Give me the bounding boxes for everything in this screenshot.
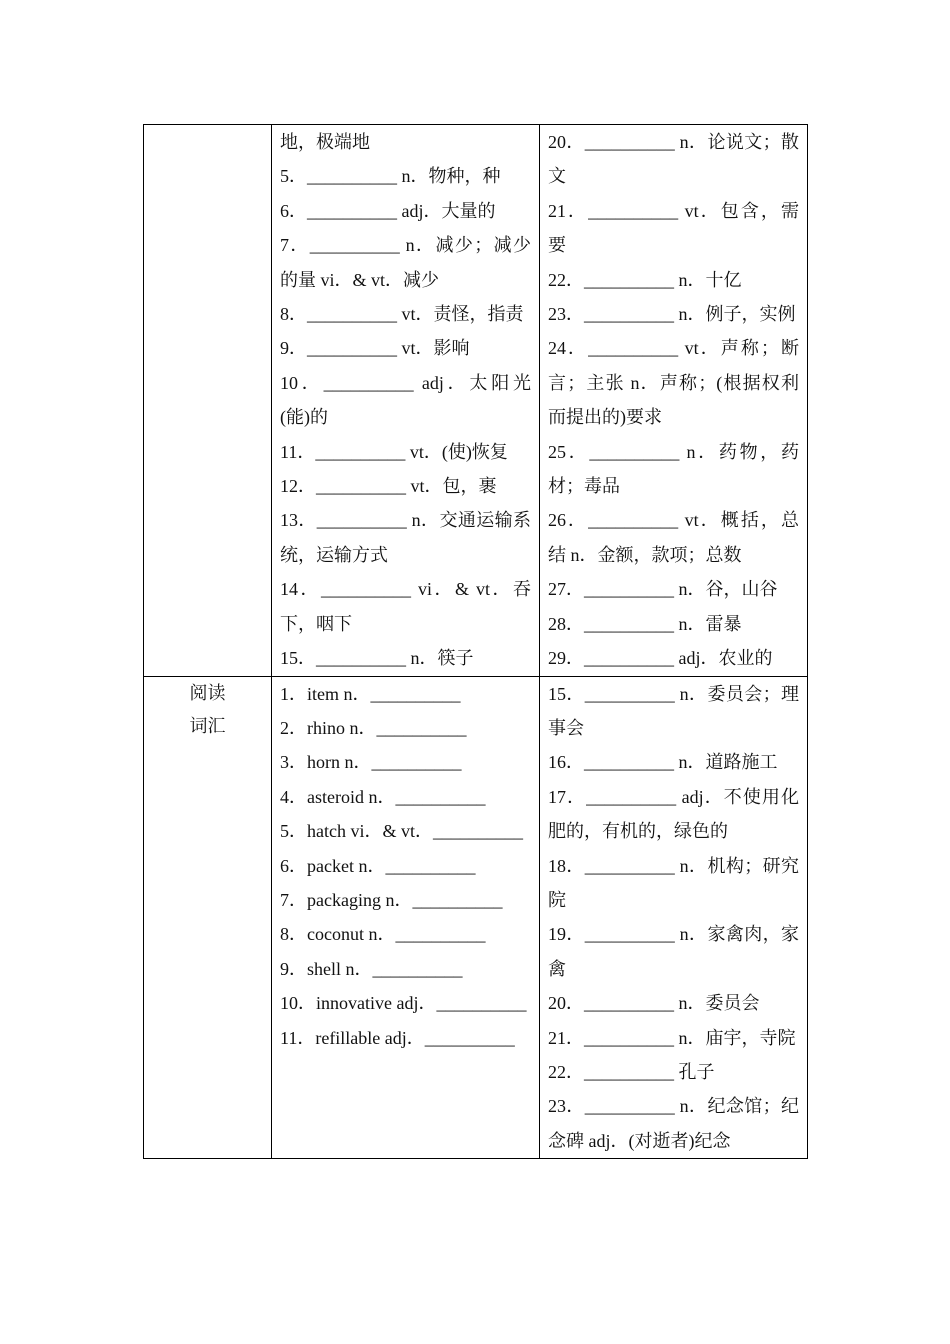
list-item: 17．__________ adj．不使用化肥的，有机的，绿色的 xyxy=(548,786,799,842)
word-list-cell xyxy=(272,676,540,1159)
list-item: 28．__________ n．雷暴 xyxy=(548,613,742,634)
list-item: 22．__________ n．十亿 xyxy=(548,269,742,290)
section-label-line2: 词汇 xyxy=(189,715,226,736)
list-item: 15．__________ n．委员会；理事会 xyxy=(548,683,799,738)
list-item: 15．__________ n．筷子 xyxy=(280,648,474,669)
table-row xyxy=(144,676,808,1159)
list-item: 11．refillable adj．__________ xyxy=(280,1027,515,1048)
list-item: 18．__________ n．机构；研究院 xyxy=(548,855,799,910)
word-list-cell xyxy=(540,676,808,1159)
list-item: 3．horn n．__________ xyxy=(280,752,462,773)
list-item: 6．packet n．__________ xyxy=(280,855,476,876)
list-item: 8．coconut n．__________ xyxy=(280,924,486,945)
word-list-cell xyxy=(272,125,540,677)
list-item: 11．__________ vt．(使)恢复 xyxy=(280,441,508,462)
list-item: 23．__________ n．纪念馆；纪念碑 adj．(对逝者)纪念 xyxy=(548,1096,799,1151)
list-item: 13．__________ n．交通运输系统，运输方式 xyxy=(280,510,531,565)
vocabulary-table xyxy=(143,124,808,1159)
list-item: 5．hatch vi．& vt．__________ xyxy=(280,821,523,842)
list-item: 25．__________ n．药物，药材；毒品 xyxy=(548,441,799,497)
list-item: 10．__________ adj．太阳光(能)的 xyxy=(280,372,531,428)
list-item: 20．__________ n．委员会 xyxy=(548,993,760,1014)
list-item: 5．__________ n．物种，种 xyxy=(280,166,501,187)
word-list-cell xyxy=(540,125,808,677)
section-label-cell xyxy=(144,676,272,1159)
list-item: 10．innovative adj．__________ xyxy=(280,993,527,1014)
list-item: 7．__________ n．减少；减少的量 vi．& vt．减少 xyxy=(280,235,531,290)
list-item: 2．rhino n．__________ xyxy=(280,717,467,738)
list-item: 8．__________ vt．责怪，指责 xyxy=(280,304,524,325)
list-item: 21．__________ vt．包含，需要 xyxy=(548,200,799,256)
list-item: 21．__________ n．庙宇，寺院 xyxy=(548,1027,796,1048)
list-item: 23．__________ n．例子，实例 xyxy=(548,304,796,325)
list-item: 14．__________ vi．& vt．吞下，咽下 xyxy=(280,579,531,634)
list-item: 1．item n．__________ xyxy=(280,683,461,704)
list-item: 6．__________ adj．大量的 xyxy=(280,200,496,221)
list-item: 地，极端地 xyxy=(280,132,370,152)
list-item: 7．packaging n．__________ xyxy=(280,889,503,910)
section-label-cell xyxy=(144,125,272,677)
list-item: 26．__________ vt．概括，总结 n．金额，款项；总数 xyxy=(548,510,799,565)
section-label-line1: 阅读 xyxy=(189,682,226,703)
list-item: 19．__________ n．家禽肉，家禽 xyxy=(548,924,799,979)
list-item: 4．asteroid n．__________ xyxy=(280,786,486,807)
list-item: 12．__________ vt．包，裹 xyxy=(280,476,497,497)
list-item: 27．__________ n．谷，山谷 xyxy=(548,579,778,600)
list-item: 9．__________ vt．影响 xyxy=(280,338,470,359)
list-item: 24．__________ vt．声称；断言；主张 n．声称；(根据权利而提出的)要求 xyxy=(548,338,799,428)
table-row xyxy=(144,125,808,677)
list-item: 20．__________ n．论说文；散文 xyxy=(548,132,799,187)
list-item: 9．shell n．__________ xyxy=(280,958,463,979)
list-item: 22．__________ 孔子 xyxy=(548,1061,715,1082)
list-item: 29．__________ adj．农业的 xyxy=(548,648,773,669)
list-item: 16．__________ n．道路施工 xyxy=(548,752,778,773)
